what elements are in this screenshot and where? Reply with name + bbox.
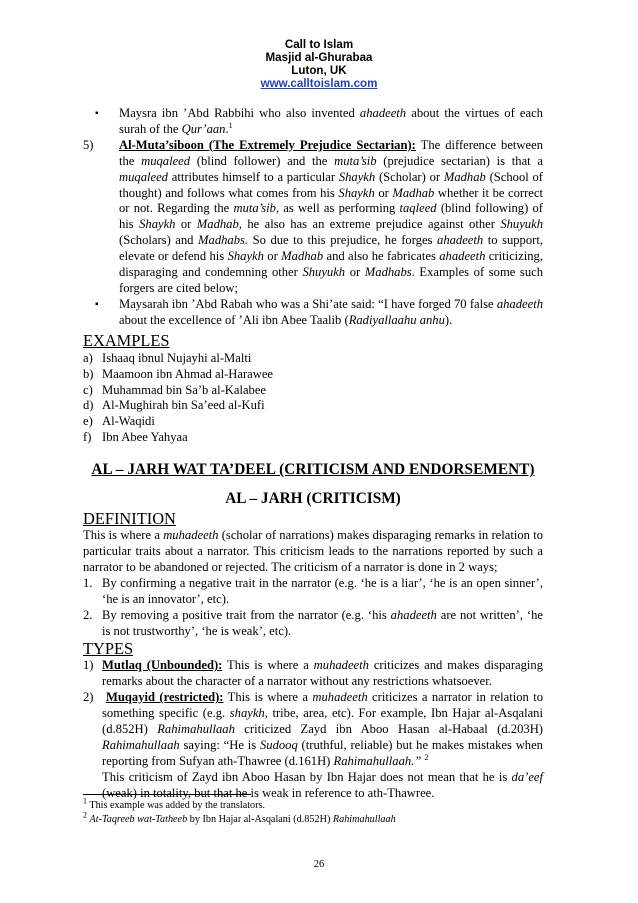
- item-marker: 5): [83, 137, 94, 152]
- header-line-city: Luton, UK: [291, 64, 347, 77]
- way-item-1: 1. By confirming a negative trait in the narrator (e.g. ‘he is a liar’, ‘he is an open sinner’, ‘he is an innovator’, etc).: [83, 575, 543, 606]
- list-item: e) Al-Waqidi: [83, 414, 155, 429]
- footnote-2: $^2$ At-Taqreeb wat-Tatheeb by Ibn Hajar al-Asqalani (d.852H) Rahimahullaah: [83, 810, 396, 825]
- list-item: b) Maamoon ibn Ahmad al-Harawee: [83, 366, 274, 381]
- item-5-muta-siboon: 5) Al-Muta’siboon (The Extremely Prejudice Sectarian): The difference between the muqaleed (blind follower) and the muta’sib (prejudice sectarian) is that a muqaleed attributes himself to a particular Shaykh (Scholar) or Madhab (School of thought) and follows what comes from his Shaykh or Madhab whether it be correct or not. Regarding the muta’sib, as well as performing taqleed (blind following) of his Shaykh or Madhab, he also has an extreme prejudice against other Shuyukh (Scholars) and Madhabs. So due to this prejudice, he forges ahadeeth to support, elevate or defend his Shaykh or Madhab and also he fabricates ahadeeth criticizing, disparaging and condemning other Shuyukh or Madhabs. Examples of some such forgers are cited below;: [83, 137, 544, 295]
- document-body: [83, 106, 543, 802]
- footnote-ref-1[interactable]: 1: [228, 120, 233, 130]
- footnote-ref-2[interactable]: 2: [424, 752, 429, 762]
- page-number: 26: [313, 859, 325, 870]
- list-item: d) Al-Mughirah bin Sa’eed al-Kufi: [83, 398, 265, 413]
- header-line-org: Call to Islam: [284, 38, 354, 51]
- footnote-1: $^1$ This example was added by the translators.: [83, 796, 266, 811]
- type-item-1: 1) Mutlaq (Unbounded): This is where a muhadeeth criticizes and makes disparaging remarks about the character of a narrator without any restrictions whatsoever.: [83, 658, 544, 689]
- bullet-marker: ▪: [95, 108, 99, 119]
- examples-list: [83, 351, 543, 446]
- footnote-divider: [83, 794, 251, 795]
- item-5-title: Al-Muta’siboon (The Extremely Prejudice Sectarian):: [119, 137, 416, 152]
- list-item: a) Ishaaq ibnul Nujayhi al-Malti: [83, 350, 252, 365]
- examples-heading: EXAMPLES: [83, 330, 170, 350]
- type-item-2: 2) Muqayid (restricted): This is where a muhadeeth criticizes a narrator in relation to something specific (e.g. shaykh, tribe, area, etc). For example, Ibn Hajar al-Asqalani (d.852H) Rahimahullaah criticized Zayd ibn Aboo Hasan al-Habaal (d.203H) Rahimahullaah saying: “He is Sudooq (truthful, reliable) but he makes mistakes when reporting from Sufyan ath-Thawree (d.161H) Rahimahullaah.” $^2$ This criticism of Zayd ibn Aboo Hasan by Ibn Hajar does not mean that he is da’eef (weak) in totality, but that he is weak in reference to ath-Thawree.: [83, 690, 543, 800]
- header-website-link[interactable]: www.calltoislam.com: [260, 77, 378, 90]
- types-heading: TYPES: [83, 639, 134, 659]
- way-item-2: 2. By removing a positive trait from the narrator (e.g. ‘his ahadeeth are not written’, ‘he is not trustworthy’, ‘he is weak’, etc).: [83, 607, 543, 638]
- type-2-title: Muqayid (restricted):: [106, 690, 224, 705]
- maysarah-bullet: ▪ Maysarah ibn ’Abd Rabah who was a Shi’ate said: “I have forged 70 false ahadeeth about the excellence of ’Ali ibn Abee Taalib (Radiyallaahu anhu).: [95, 296, 543, 327]
- bullet-marker: ▪: [95, 298, 99, 310]
- header-link-wrap: [0, 77, 638, 90]
- type-1-title: Mutlaq (Unbounded):: [102, 658, 223, 673]
- intro-bullet: ▪ Maysra ibn ’Abd Rabbihi who also invented ahadeeth about the virtues of each surah of the Qur’aan.$^1$: [95, 106, 543, 136]
- subsection-title: AL – JARH (CRITICISM): [225, 490, 401, 508]
- definition-heading: DEFINITION: [83, 509, 176, 529]
- list-item: c) Muhammad bin Sa’b al-Kalabee: [83, 382, 267, 397]
- header-line-masjid: Masjid al-Ghurabaa: [265, 51, 373, 64]
- list-item: f) Ibn Abee Yahyaa: [83, 430, 188, 445]
- definition-paragraph: This is where a muhadeeth (scholar of narrations) makes disparaging remarks in relation to particular traits about a narrator. This criticism leads to the narrations reported by such a narrator to be abandoned or rejected. The criticism of a narrator is done in 2 ways;: [83, 528, 543, 574]
- type-2-continuation: This criticism of Zayd ibn Aboo Hasan by Ibn Hajar does not mean that he is da’eef (weak) in totality, but that he is weak in reference to ath-Thawree.: [102, 769, 543, 800]
- section-title: AL – JARH WAT TA’DEEL (CRITICISM AND ENDORSEMENT): [91, 461, 535, 479]
